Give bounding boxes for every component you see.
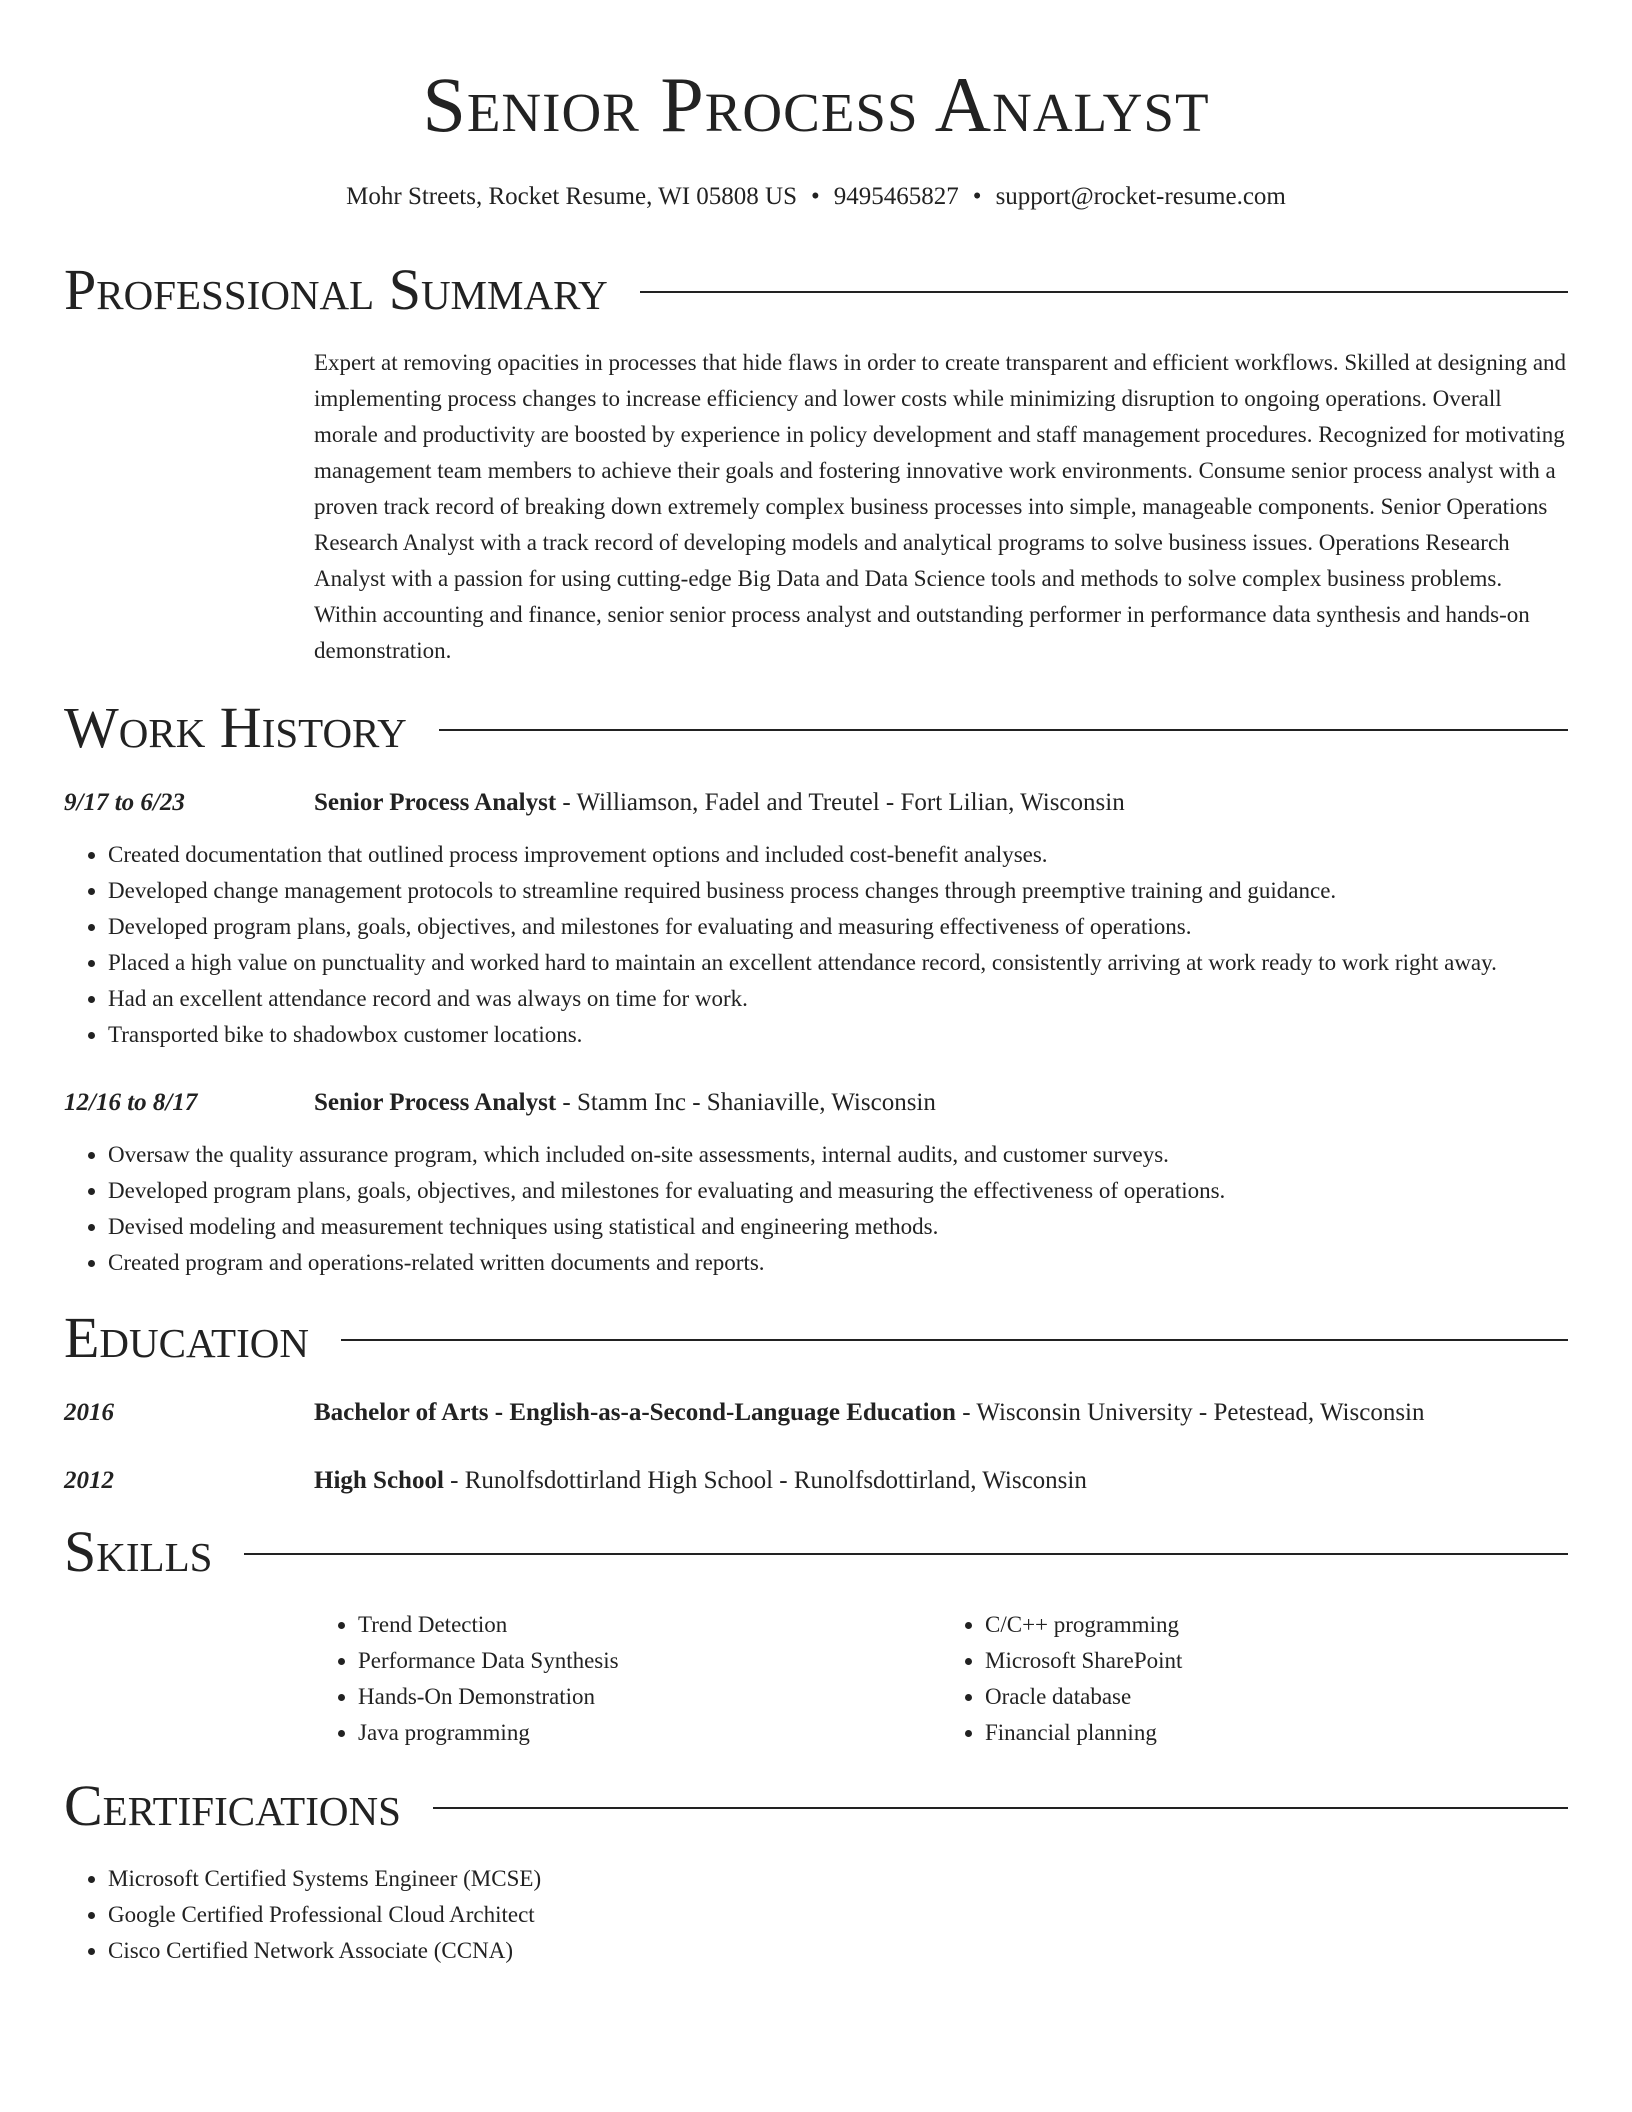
education-degree: Bachelor of Arts - English-as-a-Second-Language Education bbox=[314, 1399, 956, 1426]
job-header bbox=[64, 1087, 1568, 1119]
job-bullet: • Created program and operations-related written documents and reports. bbox=[108, 1245, 1568, 1281]
skill-item: • Oracle database bbox=[985, 1679, 1568, 1715]
job-bullets bbox=[64, 1137, 1568, 1281]
job-title-line bbox=[314, 1087, 936, 1119]
contact-email: support@rocket-resume.com bbox=[995, 183, 1286, 210]
contact-phone: 9495465827 bbox=[833, 183, 959, 210]
section-divider bbox=[244, 1553, 1568, 1555]
job-bullet: • Oversaw the quality assurance program, which included on-site assessments, internal audits, and customer surveys. bbox=[108, 1137, 1568, 1173]
job-role: Senior Process Analyst bbox=[314, 789, 557, 816]
skill-item: • Financial planning bbox=[985, 1715, 1568, 1751]
section-divider bbox=[341, 1339, 1568, 1341]
job-bullet: • Devised modeling and measurement techniques using statistical and engineering methods. bbox=[108, 1209, 1568, 1245]
job-employer: - Stamm Inc - Shaniaville, Wisconsin bbox=[556, 1089, 936, 1116]
certifications-list bbox=[64, 1861, 1568, 1969]
section-title-education: Education bbox=[64, 1305, 309, 1370]
section-title-summary: Professional Summary bbox=[64, 257, 608, 322]
job-role: Senior Process Analyst bbox=[314, 1089, 557, 1116]
education-date: 2012 bbox=[64, 1467, 114, 1494]
education-line bbox=[314, 1465, 1087, 1497]
skill-item: • Java programming bbox=[358, 1715, 941, 1751]
job-entry bbox=[64, 787, 1568, 1053]
certification-item: • Microsoft Certified Systems Engineer (MCSE) bbox=[108, 1861, 1568, 1897]
section-divider bbox=[433, 1807, 1568, 1809]
education-line bbox=[314, 1397, 1425, 1429]
certifications-section-header bbox=[64, 1773, 1568, 1838]
contact-separator: • bbox=[972, 183, 982, 210]
education-school: - Wisconsin University - Petestead, Wisconsin bbox=[955, 1399, 1425, 1426]
summary-section-header bbox=[64, 257, 1568, 322]
certification-item: • Google Certified Professional Cloud Architect bbox=[108, 1897, 1568, 1933]
education-section-header bbox=[64, 1305, 1568, 1370]
job-title-line bbox=[314, 787, 1125, 819]
education-entry bbox=[64, 1397, 1568, 1429]
section-title-certifications: Certifications bbox=[64, 1773, 401, 1838]
job-bullet: • Developed program plans, goals, objectives, and milestones for evaluating and measuring the effectiveness of operations. bbox=[108, 1173, 1568, 1209]
job-header bbox=[64, 787, 1568, 819]
section-title-work-history: Work History bbox=[64, 695, 407, 760]
job-bullets bbox=[64, 837, 1568, 1053]
education-entry bbox=[64, 1465, 1568, 1497]
job-bullet: • Developed program plans, goals, objectives, and milestones for evaluating and measuring effectiveness of operations. bbox=[108, 909, 1568, 945]
job-bullet: • Transported bike to shadowbox customer locations. bbox=[108, 1017, 1568, 1053]
skills-column-left bbox=[314, 1607, 941, 1751]
education-school: - Runolfsdottirland High School - Runolfsdottirland, Wisconsin bbox=[443, 1467, 1087, 1494]
skill-item: • Hands-On Demonstration bbox=[358, 1679, 941, 1715]
contact-line bbox=[64, 184, 1568, 209]
section-divider bbox=[640, 291, 1568, 293]
contact-separator: • bbox=[811, 183, 820, 210]
skill-item: • C/C++ programming bbox=[985, 1607, 1568, 1643]
job-bullet: • Created documentation that outlined process improvement options and included cost-benefit analyses. bbox=[108, 837, 1568, 873]
skill-item: • Trend Detection bbox=[358, 1607, 941, 1643]
job-bullet: • Developed change management protocols to streamline required business process changes through preemptive training and guidance. bbox=[108, 873, 1568, 909]
section-divider bbox=[439, 729, 1568, 731]
section-title-skills: Skills bbox=[64, 1519, 213, 1584]
skill-item: • Performance Data Synthesis bbox=[358, 1643, 941, 1679]
job-date: 9/17 to 6/23 bbox=[64, 789, 185, 816]
contact-address: Mohr Streets, Rocket Resume, WI 05808 US bbox=[346, 183, 798, 210]
education-date: 2016 bbox=[64, 1399, 114, 1426]
resume-name: Senior Process Analyst bbox=[422, 61, 1210, 148]
skill-item: • Microsoft SharePoint bbox=[985, 1643, 1568, 1679]
skills-section-header bbox=[64, 1519, 1568, 1584]
education-degree: High School bbox=[314, 1467, 444, 1494]
job-bullet: • Placed a high value on punctuality and worked hard to maintain an excellent attendance record, consistently arriving at work ready to work right away. bbox=[108, 945, 1568, 981]
work-section-header bbox=[64, 695, 1568, 760]
skills-list bbox=[314, 1607, 1568, 1751]
job-bullet: • Had an excellent attendance record and was always on time for work. bbox=[108, 981, 1568, 1017]
job-entry bbox=[64, 1087, 1568, 1281]
job-date: 12/16 to 8/17 bbox=[64, 1089, 198, 1116]
job-employer: - Williamson, Fadel and Treutel - Fort Lilian, Wisconsin bbox=[556, 789, 1125, 816]
skills-column-right bbox=[941, 1607, 1568, 1751]
certification-item: • Cisco Certified Network Associate (CCNA) bbox=[108, 1933, 1568, 1969]
summary-text: Expert at removing opacities in processes that hide flaws in order to create transparent and efficient workflows. Skilled at designing and implementing process changes to increase efficiency and lower costs while minimizing disruption to ongoing operations. Overall morale and productivity are boosted by experience in policy development and staff management procedures. Recognized for motivating management team members to achieve their goals and fostering innovative work environments. Consume senior process analyst with a proven track record of breaking down extremely complex business processes into simple, manageable components. Senior Operations Research Analyst with a track record of developing models and analytical programs to solve business issues. Operations Research Analyst with a passion for using cutting-edge Big Data and Data Science tools and methods to solve complex business problems. Within accounting and finance, senior senior process analyst and outstanding performer in performance data synthesis and hands-on demonstration. bbox=[314, 350, 1567, 663]
